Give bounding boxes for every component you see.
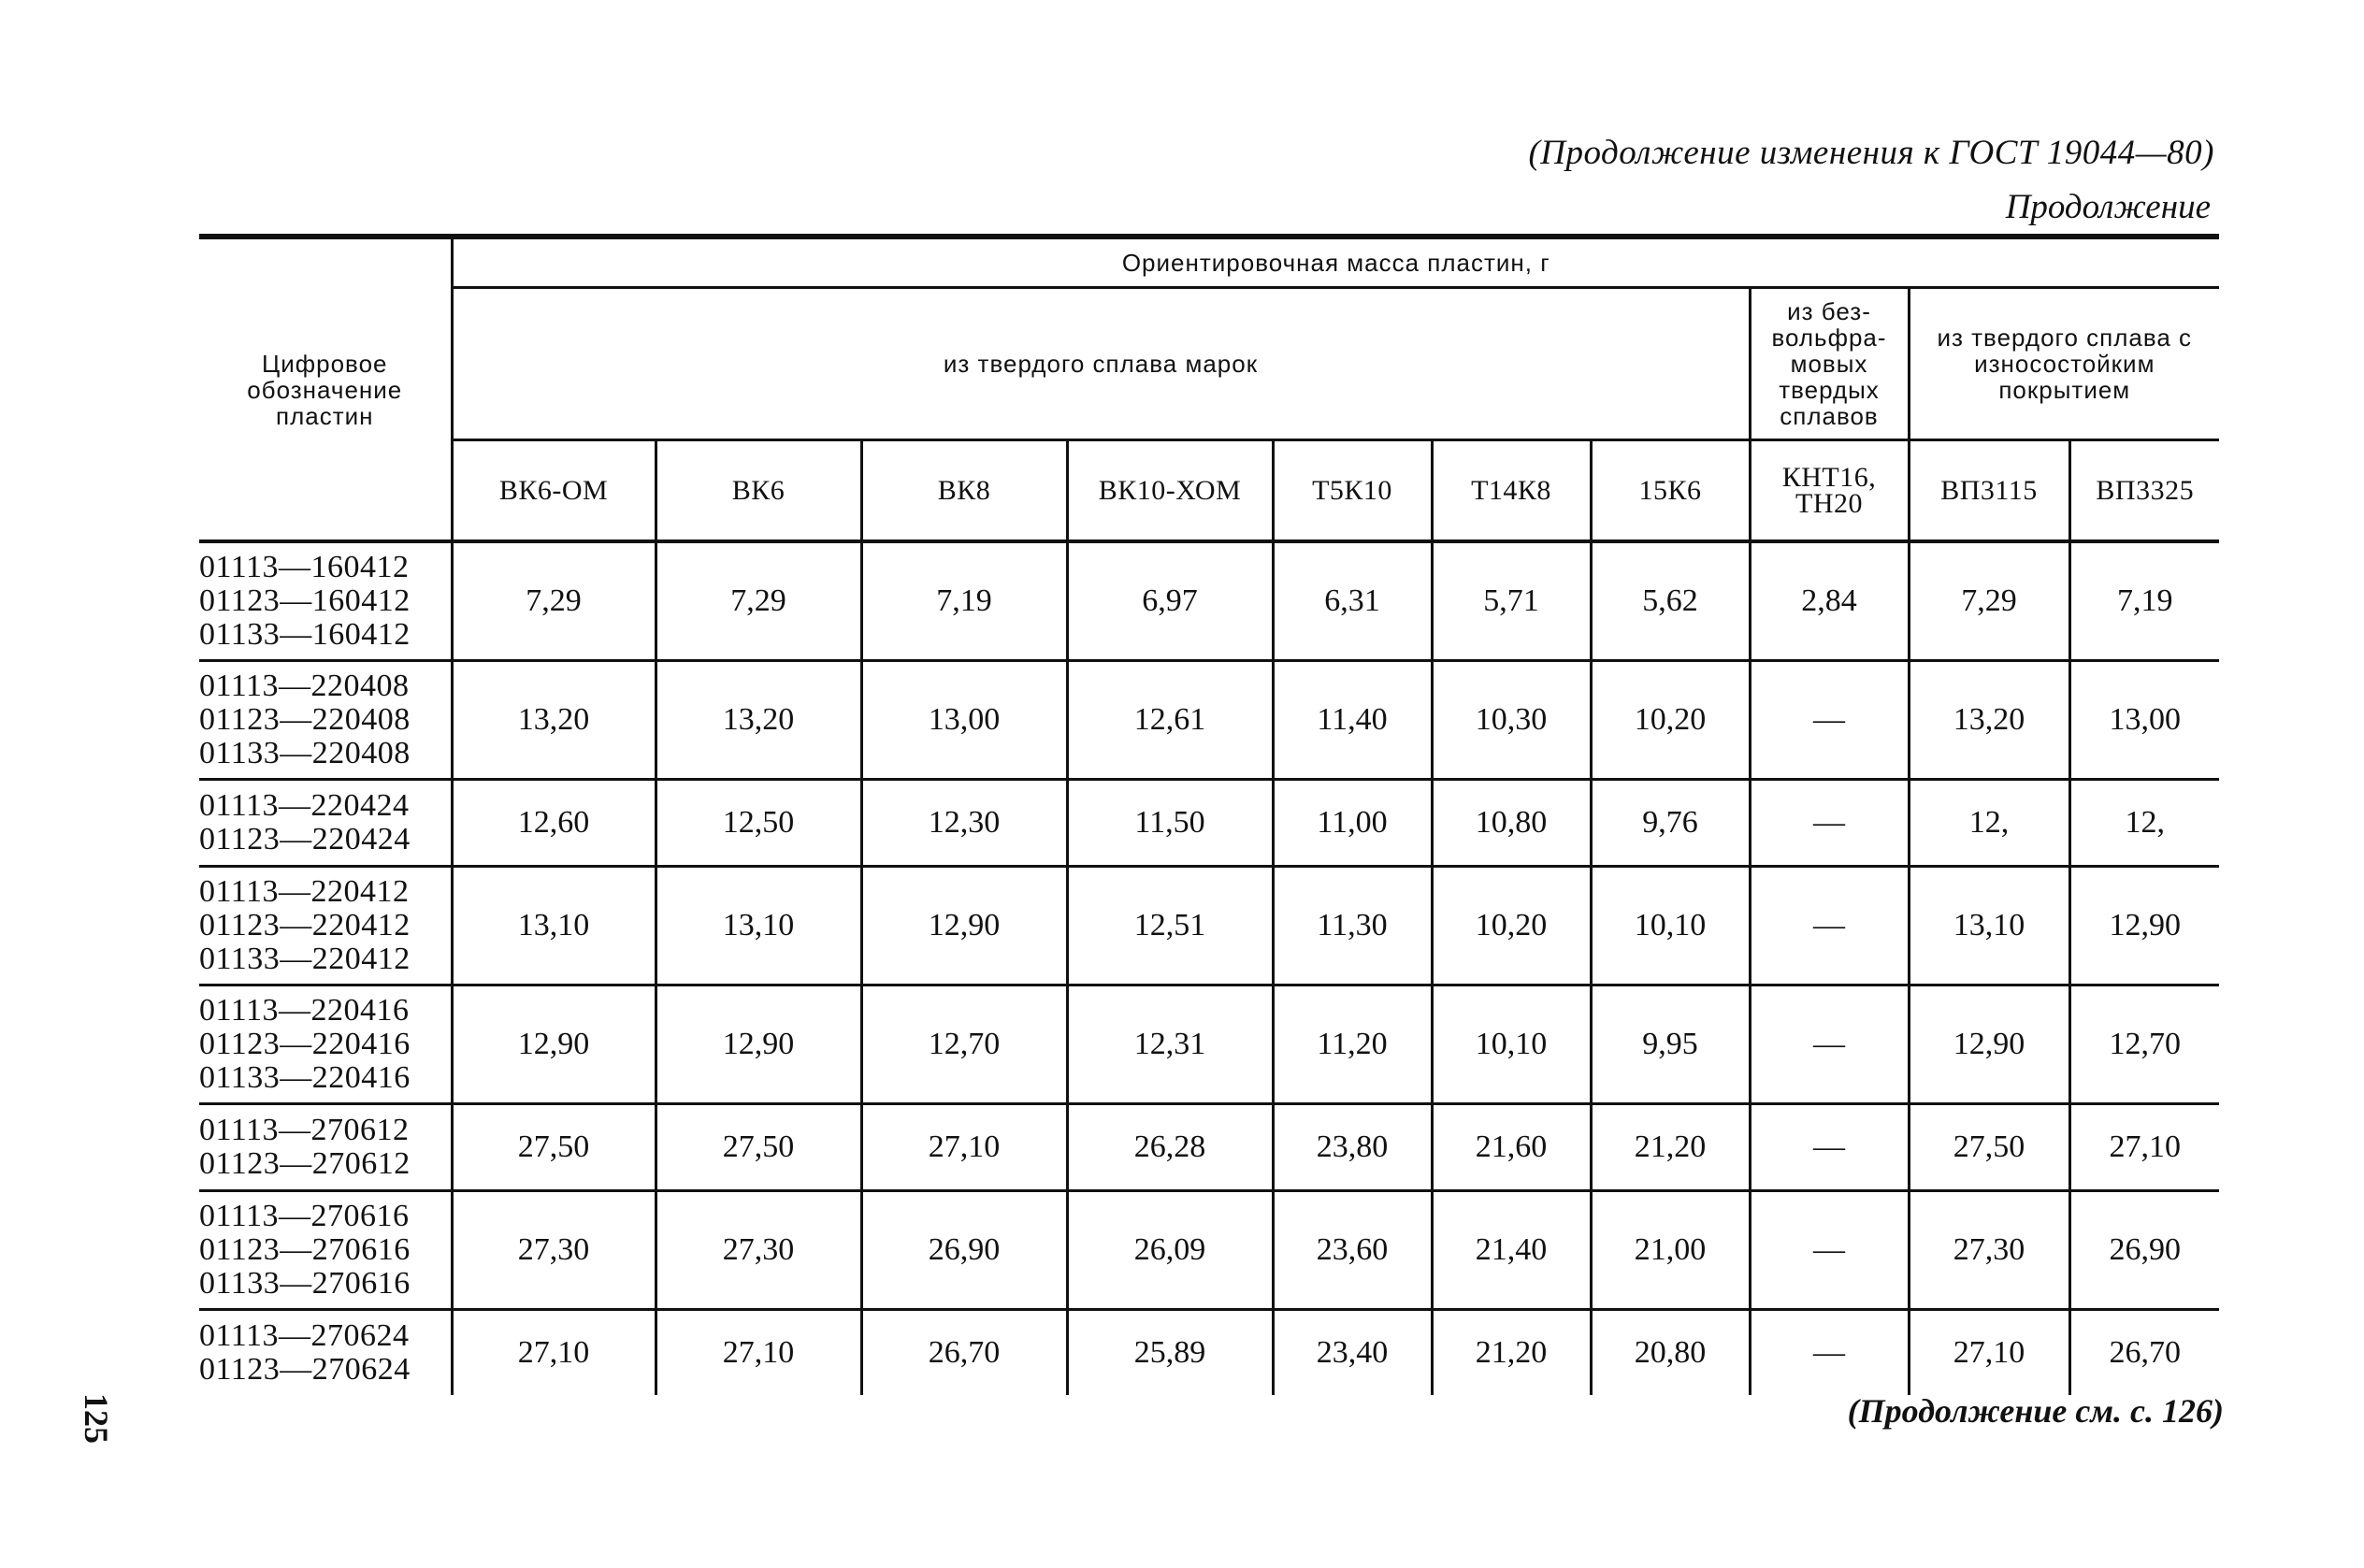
plate-code: 01123—270624 [199, 1352, 411, 1387]
group-header-2: из без-вольфра-мовых твердых сплавов [1750, 288, 1909, 440]
plate-code: 01123—270612 [199, 1146, 411, 1181]
mass-value: 27,30 [656, 1191, 861, 1310]
mass-value: 10,10 [1432, 985, 1591, 1104]
mark-header-4: ВК10-ХОМ [1067, 440, 1273, 542]
table-row [199, 1104, 2219, 1191]
mass-value: 27,50 [452, 1104, 656, 1191]
plate-code: 01113—160412 [199, 550, 410, 584]
mark-header-1: ВК6-ОМ [452, 440, 656, 542]
mass-value: 11,00 [1273, 780, 1432, 867]
mass-value: 12,31 [1067, 985, 1273, 1104]
mass-value: 12,51 [1067, 867, 1273, 985]
continuation-label: Продолжение [2005, 188, 2211, 226]
plate-code: 01113—220412 [199, 874, 410, 909]
page-number: 125 [78, 1393, 115, 1444]
table-row [199, 985, 2219, 1104]
mass-value: 12,70 [861, 985, 1067, 1104]
plate-code: 01133—220416 [199, 1060, 411, 1095]
mass-value: 7,19 [861, 541, 1067, 661]
plate-code-cell [199, 1104, 452, 1191]
mass-super-header: Ориентировочная масса пластин, г [452, 239, 2219, 288]
mass-value: 12, [1909, 780, 2069, 867]
mass-value: 23,40 [1273, 1310, 1432, 1396]
mass-value: 12,90 [452, 985, 656, 1104]
plate-code: 01113—220416 [199, 993, 410, 1028]
plate-code: 01123—220412 [199, 908, 411, 942]
mass-value: 12,50 [656, 780, 861, 867]
table-row [199, 661, 2219, 780]
mass-value: 10,20 [1591, 661, 1750, 780]
mass-value: 7,29 [656, 541, 861, 661]
mark-header-8: КНТ16, ТН20 [1750, 440, 1909, 542]
mass-value: 27,10 [2069, 1104, 2219, 1191]
mass-value: 10,10 [1591, 867, 1750, 985]
mass-value: 7,19 [2069, 541, 2219, 661]
mass-value: — [1750, 1191, 1909, 1310]
mark-header-3: ВК8 [861, 440, 1067, 542]
mass-value: 10,20 [1432, 867, 1591, 985]
plate-code-cell [199, 780, 452, 867]
mass-value: 27,50 [656, 1104, 861, 1191]
plate-code: 01133—160412 [199, 617, 411, 652]
mark-header-2: ВК6 [656, 440, 861, 542]
mass-value: 12,90 [656, 985, 861, 1104]
mass-value: 9,76 [1591, 780, 1750, 867]
plate-code-cell [199, 985, 452, 1104]
continuation-note: (Продолжение см. с. 126) [1847, 1392, 2224, 1430]
mass-value: 12,90 [2069, 867, 2219, 985]
plate-code: 01113—270624 [199, 1318, 410, 1353]
plate-code: 01123—160412 [199, 583, 411, 618]
mass-value: 27,10 [452, 1310, 656, 1396]
mass-value: 11,40 [1273, 661, 1432, 780]
mass-value: 9,95 [1591, 985, 1750, 1104]
mass-value: — [1750, 985, 1909, 1104]
plate-code: 01123—220408 [199, 702, 411, 737]
mass-value: 21,20 [1432, 1310, 1591, 1396]
mass-value: 7,29 [1909, 541, 2069, 661]
mark-header-10: ВП3325 [2069, 440, 2219, 542]
mass-value: — [1750, 661, 1909, 780]
mass-value: — [1750, 1310, 1909, 1396]
code-column-header: Цифровое обозначение пластин [199, 239, 452, 541]
mass-value: 12,60 [452, 780, 656, 867]
mass-value: 26,09 [1067, 1191, 1273, 1310]
mass-value: 13,10 [1909, 867, 2069, 985]
mass-value: 13,10 [656, 867, 861, 985]
mass-value: — [1750, 1104, 1909, 1191]
mass-value: 7,29 [452, 541, 656, 661]
mass-value: 5,71 [1432, 541, 1591, 661]
mass-value: 25,89 [1067, 1310, 1273, 1396]
group-header-1: из твердого сплава марок [452, 288, 1750, 440]
mass-value: 12,30 [861, 780, 1067, 867]
table-row [199, 780, 2219, 867]
mass-value: 6,31 [1273, 541, 1432, 661]
plate-code: 01113—270612 [199, 1113, 410, 1147]
mark-header-6: Т14К8 [1432, 440, 1591, 542]
mass-value: 11,50 [1067, 780, 1273, 867]
mass-value: 2,84 [1750, 541, 1909, 661]
plate-code: 01113—220424 [199, 788, 410, 823]
mass-value: 21,60 [1432, 1104, 1591, 1191]
plate-code-cell [199, 661, 452, 780]
mass-value: 27,30 [452, 1191, 656, 1310]
mass-value: 21,40 [1432, 1191, 1591, 1310]
mass-value: 5,62 [1591, 541, 1750, 661]
mass-table [199, 239, 2219, 1395]
mass-value: 27,10 [1909, 1310, 2069, 1396]
mass-value: 27,10 [656, 1310, 861, 1396]
mass-value: 11,20 [1273, 985, 1432, 1104]
plate-code-cell [199, 1191, 452, 1310]
mark-header-7: 15К6 [1591, 440, 1750, 542]
plate-code: 01133—220412 [199, 942, 411, 976]
mass-value: 12,61 [1067, 661, 1273, 780]
mass-value: 12, [2069, 780, 2219, 867]
table-row [199, 1310, 2219, 1396]
mass-value: 6,97 [1067, 541, 1273, 661]
mark-header-9: ВП3115 [1909, 440, 2069, 542]
mass-value: 12,90 [1909, 985, 2069, 1104]
plate-code: 01123—270616 [199, 1232, 411, 1267]
plate-code: 01113—270616 [199, 1199, 410, 1233]
plate-code: 01123—220424 [199, 822, 411, 856]
mass-value: 13,20 [452, 661, 656, 780]
table-row [199, 541, 2219, 661]
mass-value: 21,00 [1591, 1191, 1750, 1310]
mass-value: 26,70 [861, 1310, 1067, 1396]
mass-value: 10,80 [1432, 780, 1591, 867]
plate-code-cell [199, 541, 452, 661]
table-row [199, 1191, 2219, 1310]
mass-value: — [1750, 867, 1909, 985]
plate-code-cell [199, 1310, 452, 1396]
mass-value: 26,28 [1067, 1104, 1273, 1191]
document-header-title: (Продолжение изменения к ГОСТ 19044—80) [1528, 134, 2214, 172]
mass-value: 13,10 [452, 867, 656, 985]
mass-value: — [1750, 780, 1909, 867]
mass-value: 26,70 [2069, 1310, 2219, 1396]
mass-value: 21,20 [1591, 1104, 1750, 1191]
mass-value: 27,30 [1909, 1191, 2069, 1310]
mass-value: 10,30 [1432, 661, 1591, 780]
mark-header-5: Т5К10 [1273, 440, 1432, 542]
plate-code: 01133—270616 [199, 1266, 411, 1301]
mass-value: 27,50 [1909, 1104, 2069, 1191]
mass-value: 26,90 [2069, 1191, 2219, 1310]
plate-code: 01113—220408 [199, 669, 410, 703]
table-row [199, 867, 2219, 985]
mass-value: 23,80 [1273, 1104, 1432, 1191]
mass-value: 13,20 [656, 661, 861, 780]
mass-value: 20,80 [1591, 1310, 1750, 1396]
mass-value: 12,90 [861, 867, 1067, 985]
plate-code: 01133—220408 [199, 736, 411, 770]
plate-code: 01123—220416 [199, 1027, 411, 1061]
group-header-3: из твердого сплава с износостойким покрытием [1909, 288, 2219, 440]
plate-code-cell [199, 867, 452, 985]
mass-value: 11,30 [1273, 867, 1432, 985]
mass-value: 13,20 [1909, 661, 2069, 780]
mass-value: 13,00 [861, 661, 1067, 780]
mass-value: 13,00 [2069, 661, 2219, 780]
mass-value: 12,70 [2069, 985, 2219, 1104]
mass-value: 26,90 [861, 1191, 1067, 1310]
mass-value: 27,10 [861, 1104, 1067, 1191]
mass-value: 23,60 [1273, 1191, 1432, 1310]
